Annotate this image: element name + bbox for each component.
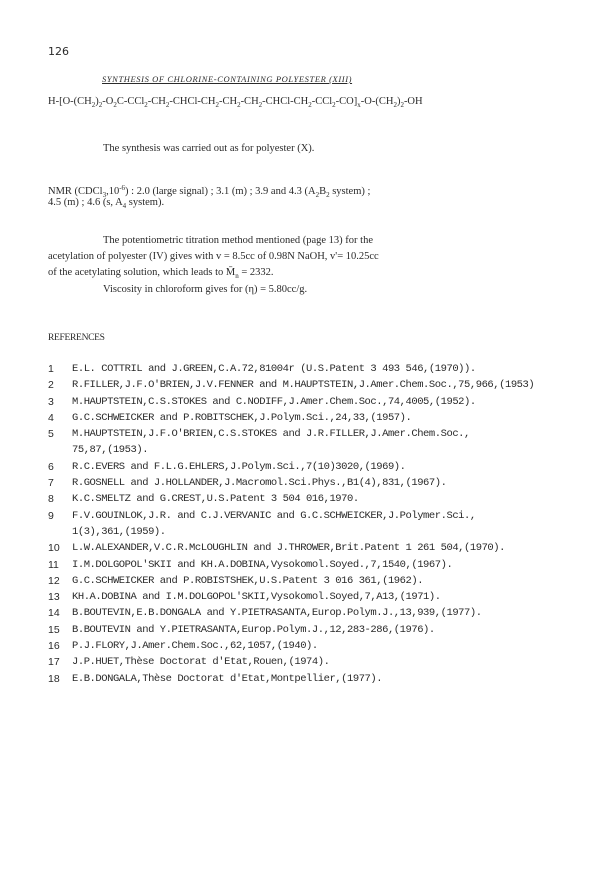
synthesis-text: The synthesis was carried out as for polyester (X). — [103, 143, 315, 154]
reference-item — [48, 491, 578, 507]
nmr-text: 4.5 (m) ; 4.6 (s, A — [48, 197, 123, 208]
formula-subscript: 2 — [165, 101, 170, 109]
reference-number: 15 — [48, 623, 60, 636]
nmr-superscript: -6 — [119, 184, 126, 192]
reference-item — [48, 394, 578, 410]
nmr-subscript: 2 — [315, 191, 320, 199]
formula-subscript: 2 — [258, 101, 263, 109]
formula-text: ) — [95, 96, 99, 107]
nmr-text: NMR (CDCl — [48, 186, 103, 197]
reference-item — [48, 540, 578, 556]
formula-text: -CH — [240, 96, 259, 107]
reference-continuation — [48, 524, 578, 540]
formula-text: -CHCl-CH — [169, 96, 216, 107]
reference-item — [48, 361, 578, 377]
formula-subscript: 2 — [91, 101, 96, 109]
reference-text: L.W.ALEXANDER,V.C.R.McLOUGHLIN and J.THROWER,Brit.Patent 1 261 504,(1970). — [72, 542, 505, 555]
reference-item — [48, 508, 578, 524]
formula-text: -CCl — [311, 96, 333, 107]
reference-number: 3 — [48, 395, 54, 408]
formula-subscript: 2 — [215, 101, 219, 109]
reference-item — [48, 573, 578, 589]
reference-item — [48, 671, 578, 687]
reference-item — [48, 459, 578, 475]
titration-line-1: The potentiometric titration method mentioned (page 13) for the — [103, 235, 374, 246]
reference-text: R.C.EVERS and F.L.G.EHLERS,J.Polym.Sci.,7(10)3020,(1969). — [72, 460, 406, 473]
nmr-text: ,10 — [106, 186, 120, 197]
formula-subscript: x — [357, 101, 361, 109]
reference-item — [48, 426, 578, 442]
formula-text: -OH — [403, 96, 423, 107]
titration-text: of the acetylating solution, which leads to M̄ — [48, 267, 236, 278]
reference-item — [48, 377, 578, 393]
reference-item — [48, 475, 578, 491]
reference-number: 16 — [48, 640, 60, 653]
reference-number: 18 — [48, 672, 60, 685]
nmr-subscript: 3 — [102, 191, 107, 199]
reference-number: 10 — [48, 542, 60, 555]
formula-subscript: 2 — [400, 101, 404, 109]
reference-number: 9 — [48, 509, 54, 522]
formula-subscript: 2 — [308, 101, 312, 109]
reference-item — [48, 622, 578, 638]
reference-number: 14 — [48, 607, 60, 620]
reference-text: K.C.SMELTZ and G.CREST,U.S.Patent 3 504 016,1970. — [72, 493, 359, 506]
titration-line-2: acetylation of polyester (IV) gives with v = 8.5cc of 0.98N NaOH, v'= 10.25cc — [48, 251, 379, 262]
reference-text: G.C.SCHWEICKER and P.ROBITSCHEK,J.Polym.Sci.,24,33,(1957). — [72, 411, 412, 424]
formula-text: H-[O-(CH — [48, 96, 92, 107]
titration-subscript: n — [235, 272, 239, 280]
reference-number: 4 — [48, 411, 54, 424]
reference-text: P.J.FLORY,J.Amer.Chem.Soc.,62,1057,(1940). — [72, 640, 318, 653]
reference-text: R.GOSNELL and J.HOLLANDER,J.Macromol.Sci.Phys.,B1(4),831,(1967). — [72, 477, 447, 490]
formula-subscript: 2 — [98, 101, 103, 109]
formula-subscript: 2 — [237, 101, 241, 109]
formula-text: -O — [102, 96, 114, 107]
reference-text: M.HAUPTSTEIN,J.F.O'BRIEN,C.S.STOKES and J.R.FILLER,J.Amer.Chem.Soc., — [72, 428, 470, 441]
page-number: 126 — [48, 45, 69, 58]
viscosity-text: Viscosity in chloroform gives for (η) = 5.80cc/g. — [103, 284, 308, 295]
reference-text: J.P.HUET,Thèse Doctorat d'Etat,Rouen,(1974). — [72, 656, 330, 669]
reference-text: R.FILLER,J.F.O'BRIEN,J.V.FENNER and M.HAUPTSTEIN,J.Amer.Chem.Soc.,75,966,(1953) — [72, 379, 535, 392]
reference-text: M.HAUPTSTEIN,C.S.STOKES and C.NODIFF,J.Amer.Chem.Soc.,74,4005,(1952). — [72, 395, 476, 408]
formula-subscript: 2 — [144, 101, 148, 109]
formula-text: -CO] — [335, 96, 358, 107]
formula-text: ) — [396, 96, 401, 107]
reference-number: 8 — [48, 493, 54, 506]
reference-text: F.V.GOUINLOK,J.R. and C.J.VERVANIC and G.C.SCHWEICKER,J.Polymer.Sci., — [72, 509, 476, 522]
formula-text: -O-(CH — [360, 96, 394, 107]
reference-item — [48, 557, 578, 573]
nmr-text: system) ; — [329, 186, 371, 197]
formula-text: -CH — [147, 96, 166, 107]
reference-number: 7 — [48, 477, 54, 490]
reference-number: 2 — [48, 379, 54, 392]
reference-continuation — [48, 442, 578, 458]
chemical-formula — [48, 96, 568, 109]
reference-text: G.C.SCHWEICKER and P.ROBISTSHEK,U.S.Patent 3 016 361,(1962). — [72, 574, 424, 587]
formula-subscript: 2 — [113, 101, 117, 109]
reference-number: 5 — [48, 428, 54, 441]
formula-text: C-CCl — [116, 96, 145, 107]
reference-number: 11 — [48, 558, 59, 571]
titration-text: = 2332. — [238, 267, 274, 278]
reference-text: 1(3),361,(1959). — [72, 525, 166, 538]
reference-item — [48, 605, 578, 621]
reference-text: B.BOUTEVIN,E.B.DONGALA and Y.PIETRASANTA,Europ.Polym.J.,13,939,(1977). — [72, 607, 482, 620]
formula-text: -CHCl-CH — [262, 96, 309, 107]
reference-text: B.BOUTEVIN and Y.PIETRASANTA,Europ.Polym.J.,12,283-286,(1976). — [72, 623, 435, 636]
reference-item — [48, 589, 578, 605]
formula-subscript: 2 — [393, 101, 397, 109]
formula-subscript: 2 — [332, 101, 336, 109]
reference-text: KH.A.DOBINA and I.M.DOLGOPOL'SKII,Vysokomol.Soyed,7,A13,(1971). — [72, 591, 441, 604]
reference-item — [48, 638, 578, 654]
reference-text: 75,87,(1953). — [72, 444, 149, 457]
nmr-subscript: 2 — [326, 191, 330, 199]
nmr-text: system). — [126, 197, 165, 208]
references-list — [48, 361, 578, 687]
reference-text: E.L. COTTRIL and J.GREEN,C.A.72,81004r (U.S.Patent 3 493 546,(1970)). — [72, 363, 476, 375]
reference-text: I.M.DOLGOPOL'SKII and KH.A.DOBINA,Vysokomol.Soyed.,7,1540,(1967). — [72, 558, 453, 571]
reference-number: 12 — [48, 574, 60, 587]
reference-item — [48, 410, 578, 426]
reference-text: E.B.DONGALA,Thèse Doctorat d'Etat,Montpellier,(1977). — [72, 672, 383, 685]
reference-number: 13 — [48, 591, 60, 604]
nmr-subscript: 4 — [122, 202, 127, 210]
reference-item — [48, 654, 578, 670]
nmr-text: B — [319, 186, 327, 197]
nmr-text: ) : 2.0 (large signal) ; 3.1 (m) ; 3.9 and 4.3 (A — [125, 186, 316, 197]
reference-number: 1 — [48, 363, 54, 375]
formula-text: -CH — [218, 96, 238, 107]
reference-number: 17 — [48, 656, 60, 669]
reference-number: 6 — [48, 460, 54, 473]
nmr-line-2 — [48, 195, 164, 214]
references-heading: REFERENCES — [48, 333, 105, 343]
section-title: SYNTHESIS OF CHLORINE-CONTAINING POLYESTER (XIII) — [102, 74, 353, 84]
